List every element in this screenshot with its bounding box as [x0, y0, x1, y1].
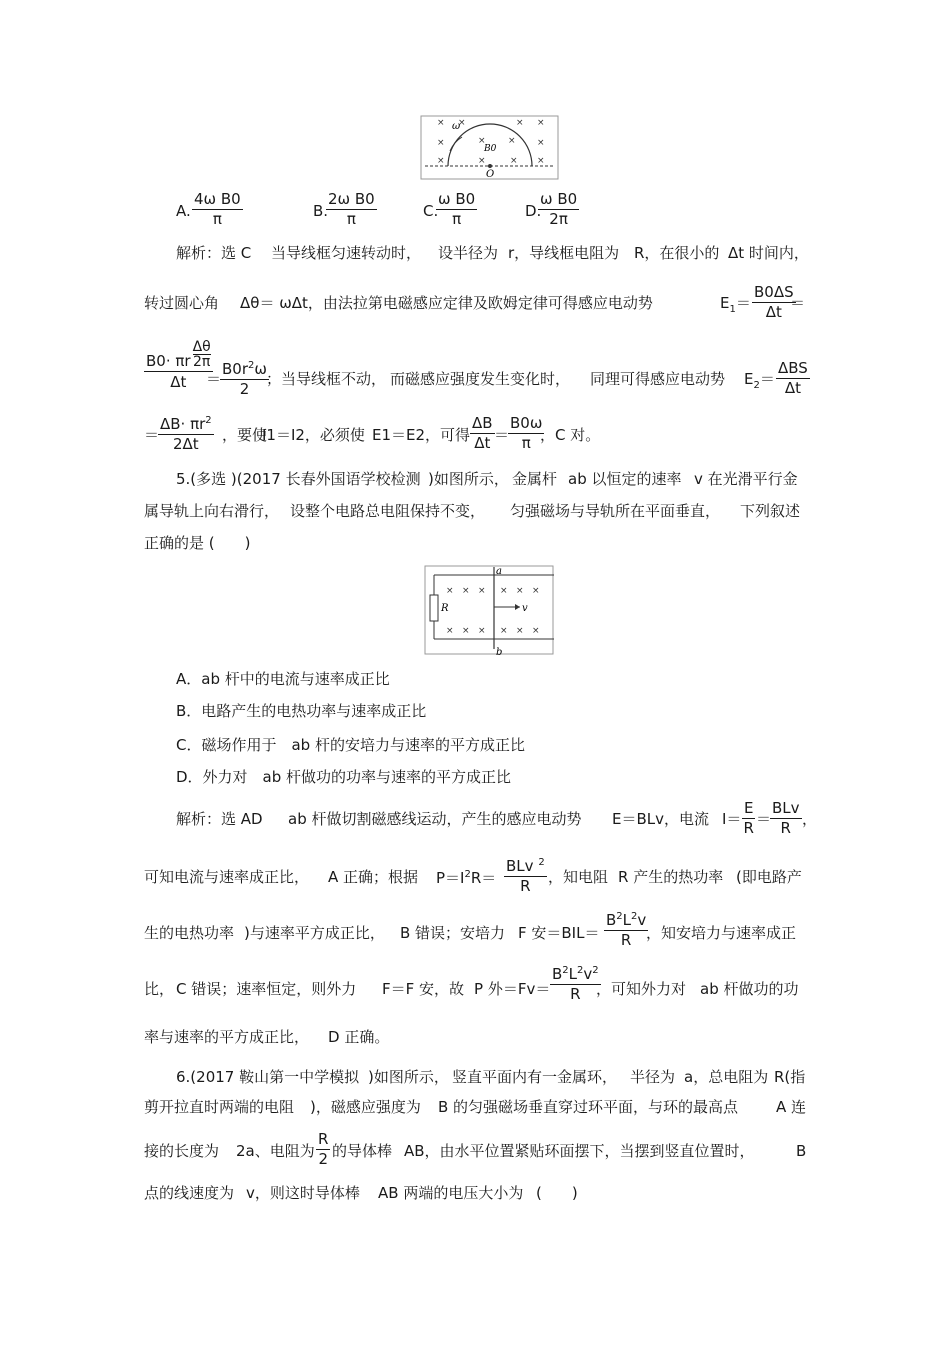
- svg-text:×: ×: [437, 118, 445, 128]
- svg-text:×: ×: [516, 626, 524, 636]
- sol5-text: F＝F 安，故: [382, 980, 465, 998]
- sol5-text: 生的电热功率: [144, 924, 235, 942]
- svg-text:×: ×: [446, 586, 454, 596]
- q6-text: 的导体棒: [332, 1142, 393, 1160]
- option-c[interactable]: C．磁场作用于 ab 杆的安培力与速率的平方成正比: [176, 736, 525, 754]
- sol5-text: F 安＝BIL＝: [518, 924, 600, 942]
- q5-text: 设整个电路总电阻保持不变，: [290, 502, 486, 520]
- sol5-text: C 错误；速率恒定，则外力: [176, 980, 357, 998]
- sol5-fraction: $\frac{E}{R}$: [743, 799, 754, 837]
- sol5-fraction: $\frac{B^2L^2v^2}{R}$: [552, 965, 599, 1003]
- svg-text:×: ×: [446, 626, 454, 636]
- svg-text:×: ×: [500, 586, 508, 596]
- sol4-text: ；当导线框不动，: [266, 370, 387, 388]
- sol4-text: ，C 对。: [540, 426, 601, 444]
- sol5-text: (即电路产: [736, 868, 802, 886]
- svg-text:×: ×: [532, 586, 540, 596]
- svg-text:×: ×: [458, 118, 466, 128]
- svg-text:×: ×: [532, 626, 540, 636]
- sol4-text: 解析：选 C: [176, 244, 252, 262]
- figure-rails: [424, 563, 556, 657]
- sol5-text: ，知电阻: [548, 868, 609, 886]
- sol5-text: 解析：选 AD: [176, 810, 263, 828]
- sol5-text: ＝: [756, 810, 772, 828]
- sol4-fraction: $\frac{B0\Delta S}{\Delta t}$: [754, 283, 794, 321]
- q6-text: v，则这时导体棒: [246, 1184, 360, 1202]
- sol4-text: 当导线框匀速转动时，: [271, 244, 422, 262]
- svg-text:×: ×: [500, 626, 508, 636]
- svg-text:×: ×: [478, 626, 486, 636]
- sol4-text: ＝: [494, 426, 510, 444]
- svg-text:×: ×: [478, 136, 486, 146]
- sol4-text: ＝: [144, 426, 160, 444]
- svg-text:×: ×: [537, 118, 545, 128]
- sol5-text: E＝BLv，电流: [612, 810, 710, 828]
- option-b-letter[interactable]: B.: [313, 202, 329, 220]
- resistor-label: R: [441, 603, 449, 614]
- option-a-letter[interactable]: A.: [176, 202, 191, 220]
- q5-text: 正确的是 ( ): [144, 534, 251, 552]
- sol4-fraction: $\frac{B0r^2\omega}{2}$: [222, 360, 267, 398]
- q5-text: 属导轨上向右滑行，: [144, 502, 280, 520]
- q5-text: 金属杆: [512, 470, 558, 488]
- sol4-text: 同理可得感应电动势: [590, 370, 726, 388]
- figure-semicircle: [420, 115, 560, 181]
- sol4-text: ，要使: [222, 426, 268, 444]
- q6-text: 剪开拉直时两端的电阻: [144, 1098, 295, 1116]
- sol4-fraction: $\frac{\Delta B}{\Delta t}$: [472, 414, 493, 452]
- origin-label: O: [486, 169, 495, 180]
- b0-label: B0: [484, 144, 497, 154]
- q6-text: 2a、电阻为: [236, 1142, 315, 1160]
- q6-text: )，磁感应强度为: [310, 1098, 421, 1116]
- q6-text: B 的匀强磁场垂直穿过环平面，与环的最高点: [438, 1098, 739, 1116]
- sol4-text: $E_2=$: [744, 370, 775, 391]
- q6-text: AB，由水平位置紧贴环面摆下，当摆到竖直位置时，: [404, 1142, 755, 1160]
- sol5-text: $P=I^2R=$: [436, 869, 497, 887]
- sol5-text: ab 杆做切割磁感线运动，产生的感应电动势: [288, 810, 582, 828]
- q6-text: 竖直平面内有一金属环，: [452, 1068, 618, 1086]
- sol5-text: R 产生的热功率: [618, 868, 724, 886]
- svg-text:×: ×: [508, 136, 516, 146]
- svg-text:×: ×: [437, 156, 445, 166]
- sol5-fraction: $\frac{B^2L^2v}{R}$: [606, 911, 647, 949]
- q6-text: AB 两端的电压大小为: [378, 1184, 524, 1202]
- sol5-text: 可知电流与速率成正比，: [144, 868, 310, 886]
- velocity-label: v: [522, 603, 528, 614]
- sol4-text: E1＝E2，可得: [372, 426, 471, 444]
- q5-text: 5.(多选 )(2017 长春外国语学校检测: [176, 470, 421, 488]
- svg-text:×: ×: [537, 138, 545, 148]
- q6-text: a，总电阻为: [684, 1068, 769, 1086]
- sol5-text: ，: [802, 810, 818, 828]
- sol4-text: R，在很小的: [634, 244, 720, 262]
- sol5-text: A 正确；根据: [328, 868, 419, 886]
- sol4-fraction: ΔBS Δt: [778, 359, 808, 397]
- svg-text:×: ×: [437, 138, 445, 148]
- q6-text: A 连: [776, 1098, 807, 1116]
- option-d[interactable]: D．外力对 ab 杆做功的功率与速率的平方成正比: [176, 768, 512, 786]
- q5-text: v 在光滑平行金: [694, 470, 798, 488]
- svg-text:×: ×: [478, 156, 486, 166]
- q5-text: 下列叙述: [740, 502, 801, 520]
- option-a[interactable]: A．ab 杆中的电流与速率成正比: [176, 670, 390, 688]
- sol4-text: $E_1=$: [720, 294, 751, 315]
- option-a-fraction: $\frac{\text{4ω B0}}{\pi}$: [194, 190, 241, 228]
- option-b-fraction: $\frac{\text{2ω B0}}{\pi}$: [328, 190, 375, 228]
- rail-label-b: b: [496, 647, 503, 657]
- sol4-text: Δt 时间内，: [728, 244, 809, 262]
- sol5-text: P 外＝Fv＝: [474, 980, 551, 998]
- sol4-text: 而磁感应强度发生变化时，: [390, 370, 571, 388]
- omega-label: ω: [452, 121, 461, 132]
- rail-label-a: a: [496, 566, 502, 577]
- sol5-text: 比，: [144, 980, 175, 998]
- sol4-text: ＝: [790, 294, 806, 312]
- sol4-big-fraction: B0· πr Δθ 2π Δt: [146, 339, 211, 391]
- sol5-text: 率与速率的平方成正比，: [144, 1028, 310, 1046]
- q6-text: 点的线速度为: [144, 1184, 235, 1202]
- q6-text: )如图所示，: [368, 1068, 449, 1086]
- svg-text:×: ×: [462, 586, 470, 596]
- option-d-fraction: $\frac{\text{ω B0}}{2\pi}$: [540, 190, 578, 228]
- q6-text: B: [796, 1142, 807, 1160]
- q6-fraction: $\frac{R}{2}$: [318, 1130, 329, 1168]
- sol5-text: ，可知外力对: [596, 980, 687, 998]
- sol4-text: Δθ＝ ωΔt，由法拉第电磁感应定律及欧姆定律可得感应电动势: [240, 294, 653, 312]
- sol5-text: ab 杆做功的功: [700, 980, 799, 998]
- sol5-fraction: BLv $^2$ R: [506, 857, 545, 895]
- q6-text: ( ): [536, 1184, 578, 1202]
- sol5-text: I＝: [722, 810, 742, 828]
- svg-text:×: ×: [510, 156, 518, 166]
- q5-text: 匀强磁场与导轨所在平面垂直，: [510, 502, 721, 520]
- svg-text:×: ×: [537, 156, 545, 166]
- svg-text:×: ×: [516, 118, 524, 128]
- q5-text: )如图所示，: [428, 470, 509, 488]
- sol5-text: )与速率平方成正比，: [244, 924, 385, 942]
- sol4-fraction: $\frac{\Delta B\cdot \pi r^2}{2\Delta t}$: [160, 415, 212, 453]
- svg-text:×: ×: [516, 586, 524, 596]
- option-b[interactable]: B．电路产生的电热功率与速率成正比: [176, 702, 427, 720]
- q6-text: 6.(2017 鞍山第一中学模拟: [176, 1068, 360, 1086]
- svg-text:×: ×: [478, 586, 486, 596]
- q6-text: R(指: [774, 1068, 806, 1086]
- sol5-fraction: BLv R: [772, 799, 800, 837]
- sol4-text: 设半径为: [438, 244, 499, 262]
- q5-text: ab 以恒定的速率: [568, 470, 682, 488]
- sol4-fraction: $\frac{B0\omega}{\pi}$: [510, 414, 543, 452]
- sol4-text: ＝: [206, 370, 222, 388]
- sol5-text: D 正确。: [328, 1028, 390, 1046]
- svg-text:×: ×: [462, 626, 470, 636]
- option-c-letter[interactable]: C.: [423, 202, 439, 220]
- sol4-text: r，导线框电阻为: [508, 244, 620, 262]
- sol5-text: B 错误；安培力: [400, 924, 506, 942]
- option-d-letter[interactable]: D.: [525, 202, 542, 220]
- q6-text: 半径为: [630, 1068, 676, 1086]
- option-c-fraction: $\frac{\text{ω B0}}{\pi}$: [438, 190, 476, 228]
- sol4-text: 转过圆心角: [144, 294, 220, 312]
- q6-text: 接的长度为: [144, 1142, 220, 1160]
- sol4-text: I1＝I2，必须使: [262, 426, 365, 444]
- sol5-text: ，知安培力与速率成正: [646, 924, 797, 942]
